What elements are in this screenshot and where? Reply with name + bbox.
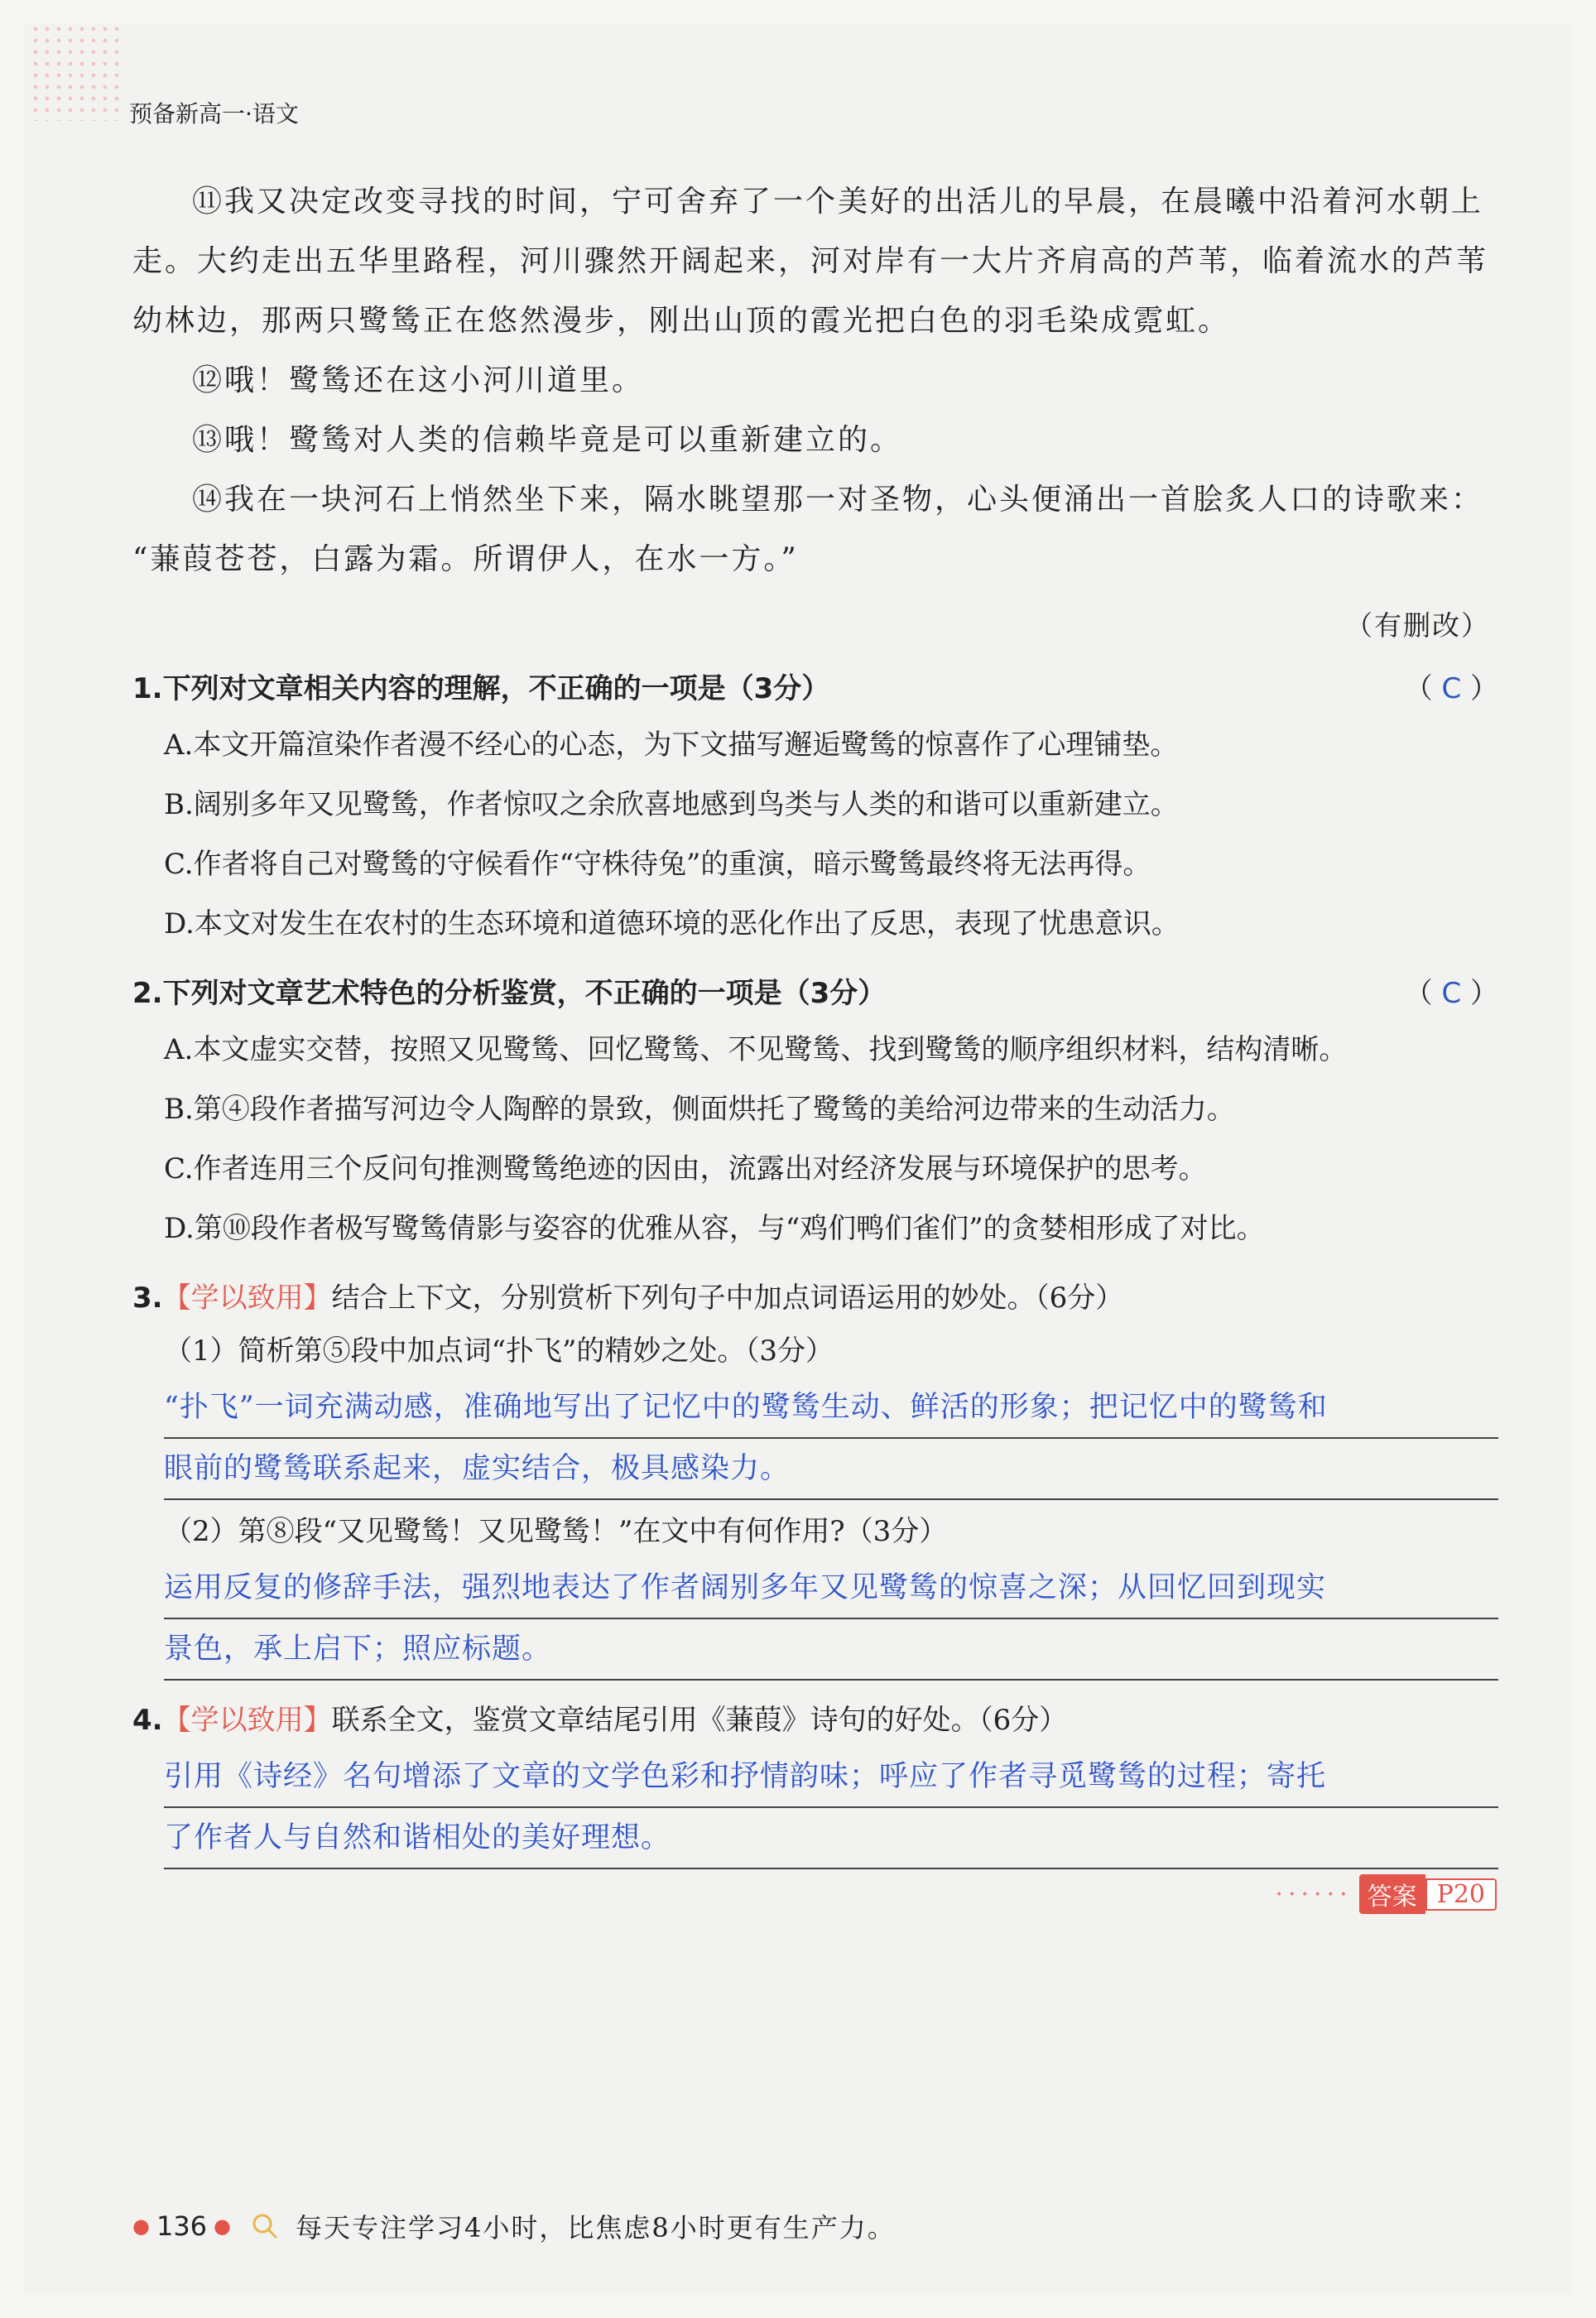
- question-3-number: 3.: [132, 1282, 163, 1315]
- question-3: [132, 1272, 1498, 1681]
- magnifier-icon: [251, 2212, 279, 2240]
- footer-motto: 每天专注学习4小时，比焦虑8小时更有生产力。: [295, 2212, 896, 2243]
- bracket-left: （: [1404, 977, 1433, 1010]
- answer-line: 运用反复的修辞手法，强烈地表达了作者阔别多年又见鹭鸶的惊喜之深；从回忆回到现实: [164, 1558, 1498, 1619]
- answer-page-ref: P20: [1425, 1878, 1497, 1911]
- bullet-dot-icon: ●: [214, 2215, 231, 2238]
- option-d: D.本文对发生在农村的生态环境和道德环境的恶化作出了反思，表现了忧患意识。: [164, 907, 1180, 940]
- answer-line: 眼前的鹭鸶联系起来，虚实结合，极具感染力。: [164, 1439, 1498, 1500]
- page-header: 预备新高一·语文: [129, 100, 299, 127]
- bracket-right: ）: [1470, 977, 1498, 1010]
- option-c: C.作者将自己对鹭鸶的守候看作“守株待兔”的重演，暗示鹭鸶最终将无法再得。: [164, 848, 1151, 881]
- source-note: （有删改）: [1345, 609, 1490, 642]
- answer-line: 引用《诗经》名句增添了文章的文学色彩和抒情韵味；呼应了作者寻觅鹭鸶的过程；寄托: [164, 1747, 1498, 1808]
- apply-tag: 【学以致用】: [162, 1704, 332, 1737]
- question-2-answer: C: [1441, 977, 1462, 1010]
- question-1-stem: 1.下列对文章相关内容的理解，不正确的一项是（3分）: [132, 672, 830, 705]
- passage: [132, 172, 1490, 589]
- option-d: D.第⑩段作者极写鹭鸶倩影与姿容的优雅从容，与“鸡们鸭们雀们”的贪婪相形成了对比。: [164, 1212, 1265, 1245]
- question-4: [132, 1694, 1498, 1869]
- paragraph-14-quote: “蒹葭苍苍，白露为霜。所谓伊人，在水一方。”: [132, 542, 799, 576]
- question-3-stem: 结合上下文，分别赏析下列句子中加点词语运用的妙处。（6分）: [331, 1282, 1124, 1315]
- answer-bracket-2: [1405, 967, 1498, 1020]
- question-1: [132, 662, 1498, 954]
- question-1-answer: C: [1441, 672, 1462, 705]
- decorative-dot-grid: [30, 23, 121, 121]
- bracket-right: ）: [1470, 672, 1498, 705]
- answer-reference: [1275, 1874, 1497, 1914]
- question-2-stem: 2.下列对文章艺术特色的分析鉴赏，不正确的一项是（3分）: [132, 977, 887, 1010]
- sub-question-1: （1）简析第⑤段中加点词“扑飞”的精妙之处。（3分）: [164, 1335, 834, 1368]
- leader-dots: ······: [1275, 1879, 1353, 1909]
- option-b: B.阔别多年又见鹭鸶，作者惊叹之余欣喜地感到鸟类与人类的和谐可以重新建立。: [164, 788, 1179, 821]
- page-footer: [132, 2207, 896, 2245]
- bullet-dot-icon: ●: [132, 2215, 150, 2238]
- option-b: B.第④段作者描写河边令人陶醉的景致，侧面烘托了鹭鸶的美给河边带来的生动活力。: [164, 1093, 1235, 1126]
- sub-question-2: （2）第⑧段“又见鹭鸶！又见鹭鸶！”在文中有何作用?（3分）: [164, 1515, 948, 1548]
- answer-line: “扑飞”一词充满动感，准确地写出了记忆中的鹭鸶生动、鲜活的形象；把记忆中的鹭鸶和: [164, 1378, 1498, 1439]
- paragraph-12: ⑫哦！鹭鸶还在这小河川道里。: [192, 363, 645, 397]
- answer-bracket-1: [1405, 662, 1498, 715]
- question-4-number: 4.: [132, 1704, 163, 1737]
- answer-line: 景色，承上启下；照应标题。: [164, 1619, 1498, 1681]
- apply-tag: 【学以致用】: [162, 1282, 332, 1315]
- question-4-stem: 联系全文，鉴赏文章结尾引用《蒹葭》诗句的好处。（6分）: [331, 1704, 1068, 1737]
- option-a: A.本文虚实交替，按照又见鹭鸶、回忆鹭鸶、不见鹭鸶、找到鹭鸶的顺序组织材料，结构清晰。: [164, 1033, 1348, 1066]
- question-2: [132, 967, 1498, 1258]
- bracket-left: （: [1404, 672, 1433, 705]
- answer-label: 答案: [1359, 1874, 1425, 1914]
- option-a: A.本文开篇渲染作者漫不经心的心态，为下文描写邂逅鹭鸶的惊喜作了心理铺垫。: [164, 729, 1179, 762]
- paragraph-14: ⑭我在一块河石上悄然坐下来，隔水眺望那一对圣物，心头便涌出一首脍炙人口的诗歌来：: [192, 483, 1484, 517]
- paragraph-11: ⑪我又决定改变寻找的时间，宁可舍弃了一个美好的出活儿的早晨，在晨曦中沿着河水朝上走。大约走出五华里路程，河川骤然开阔起来，河对岸有一大片齐肩高的芦苇，临着流水的芦苇幼林边，那两只鹭鸶正在悠然漫步，刚出山顶的霞光把白色的羽毛染成霓虹。: [132, 185, 1489, 338]
- option-c: C.作者连用三个反问句推测鹭鸶绝迹的因由，流露出对经济发展与环境保护的思考。: [164, 1152, 1207, 1185]
- answer-line: 了作者人与自然和谐相处的美好理想。: [164, 1808, 1498, 1869]
- paragraph-13: ⑬哦！鹭鸶对人类的信赖毕竟是可以重新建立的。: [192, 423, 903, 457]
- page-number: 136: [156, 2210, 208, 2242]
